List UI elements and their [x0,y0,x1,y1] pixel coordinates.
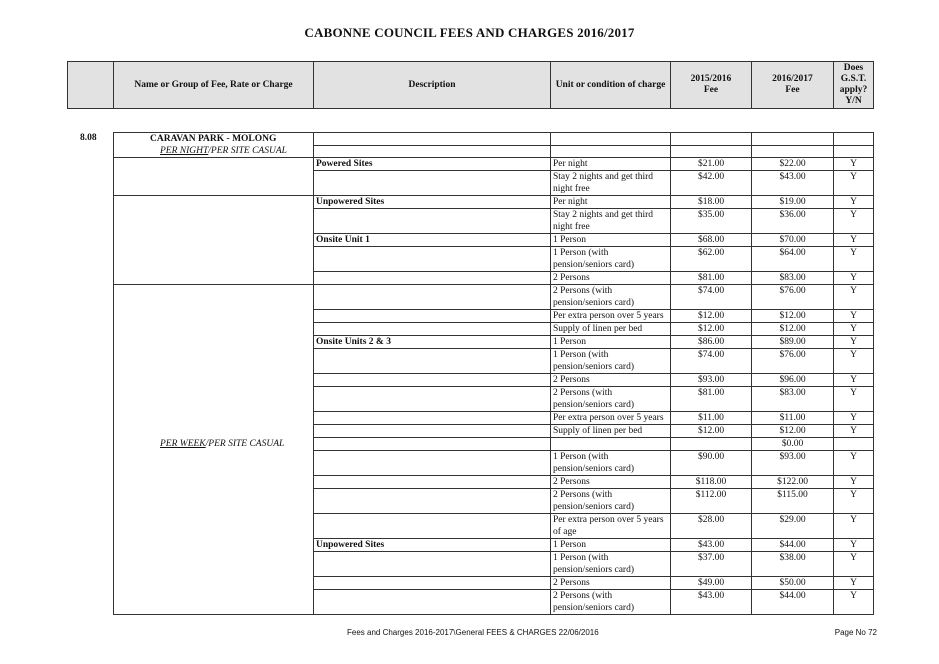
name-cell [114,539,314,552]
fee-2015-cell: $12.00 [671,310,752,323]
table-row [114,438,874,451]
gst-cell: Y [834,489,874,514]
gst-cell: Y [834,158,874,171]
fee-2015-cell: $93.00 [671,374,752,387]
gst-cell: Y [834,247,874,272]
empty-cell [752,133,834,146]
unit-cell: 2 Persons (with pension/seniors card) [551,590,671,615]
empty-cell [314,145,551,158]
unit-cell: Supply of linen per bed [551,323,671,336]
gst-cell: Y [834,310,874,323]
empty-cell [671,133,752,146]
fee-2016-cell: $12.00 [752,323,834,336]
fee-2016-cell: $0.00 [752,438,834,451]
fee-2015-cell: $86.00 [671,336,752,349]
name-cell [114,349,314,374]
name-cell [114,247,314,272]
unit-cell: 2 Persons [551,272,671,285]
fee-2015-cell: $28.00 [671,514,752,539]
name-cell [114,272,314,285]
description-cell: Onsite Unit 1 [314,234,551,247]
description-cell [314,552,551,577]
unit-cell: Per night [551,158,671,171]
fee-2015-cell: $49.00 [671,577,752,590]
header-gst-l3: apply? [839,85,868,95]
table-row [114,209,874,234]
name-cell [114,590,314,615]
fee-2016-cell: $36.00 [752,209,834,234]
gst-cell: Y [834,234,874,247]
table-row [114,539,874,552]
description-cell [314,310,551,323]
fee-2016-cell: $115.00 [752,489,834,514]
name-cell [114,158,314,171]
fee-2015-cell: $35.00 [671,209,752,234]
fee-2016-cell: $83.00 [752,387,834,412]
gst-cell: Y [834,196,874,209]
gst-cell: Y [834,412,874,425]
table-row [114,489,874,514]
section-name: CARAVAN PARK - MOLONG [114,133,314,146]
name-cell [114,412,314,425]
table-row [114,285,874,310]
unit-cell: 2 Persons (with pension/seniors card) [551,387,671,412]
table-row [114,171,874,196]
header-fee-2016 [752,62,834,109]
per-night-label [114,145,314,158]
table-row [114,272,874,285]
table-row [114,247,874,272]
name-cell [114,323,314,336]
fee-2015-cell: $68.00 [671,234,752,247]
fee-2015-cell: $74.00 [671,349,752,374]
name-cell [114,196,314,209]
fee-2016-cell: $44.00 [752,590,834,615]
fee-2015-cell [671,438,752,451]
fee-2016-cell: $50.00 [752,577,834,590]
description-cell [314,387,551,412]
table-row [114,196,874,209]
gst-cell: Y [834,374,874,387]
fee-2015-cell: $43.00 [671,590,752,615]
table-row [114,323,874,336]
fee-table [113,132,874,615]
name-cell [114,552,314,577]
header-name: Name or Group of Fee, Rate or Charge [114,62,314,109]
name-cell [114,171,314,196]
name-cell [114,209,314,234]
fee-2016-cell: $43.00 [752,171,834,196]
fee-2016-cell: $89.00 [752,336,834,349]
fee-2016-cell: $44.00 [752,539,834,552]
gst-cell: Y [834,577,874,590]
name-cell [114,310,314,323]
description-cell [314,209,551,234]
unit-cell: 1 Person [551,539,671,552]
fee-2015-cell: $21.00 [671,158,752,171]
gst-cell: Y [834,336,874,349]
fee-2016-cell: $122.00 [752,476,834,489]
header-fee-2016-year: 2016/2017 [772,74,813,84]
unit-cell: 2 Persons (with pension/seniors card) [551,285,671,310]
fee-2015-cell: $43.00 [671,539,752,552]
header-blank [68,62,114,109]
gst-cell: Y [834,323,874,336]
per-night-underlined: PER NIGHT [160,146,209,156]
table-row [114,158,874,171]
empty-cell [314,133,551,146]
per-night-row [114,145,874,158]
name-cell [114,374,314,387]
table-row [114,374,874,387]
header-unit: Unit or condition of charge [551,62,671,109]
header-gst-l1: Does [843,63,864,73]
fee-2015-cell: $12.00 [671,425,752,438]
per-week-underlined: PER WEEK [160,438,206,449]
name-cell [114,336,314,349]
empty-cell [671,145,752,158]
unit-cell: 1 Person (with pension/seniors card) [551,552,671,577]
table-row [114,234,874,247]
description-cell [314,438,551,451]
fee-2016-cell: $93.00 [752,451,834,476]
description-cell [314,285,551,310]
description-cell [314,577,551,590]
empty-cell [551,133,671,146]
gst-cell: Y [834,590,874,615]
description-cell [314,514,551,539]
unit-cell: Per night [551,196,671,209]
empty-cell [834,133,874,146]
name-cell [114,476,314,489]
unit-cell: 2 Persons [551,476,671,489]
gst-cell: Y [834,272,874,285]
table-row [114,425,874,438]
fee-2016-cell: $19.00 [752,196,834,209]
description-cell: Unpowered Sites [314,539,551,552]
fee-2015-cell: $112.00 [671,489,752,514]
unit-cell: 1 Person [551,336,671,349]
gst-cell: Y [834,349,874,374]
table-row [114,349,874,374]
footer-page-number: Page No 72 [834,628,877,637]
table-row [114,514,874,539]
name-cell [114,387,314,412]
description-cell [314,247,551,272]
fee-2016-cell: $29.00 [752,514,834,539]
fee-2016-cell: $22.00 [752,158,834,171]
table-row [114,387,874,412]
name-cell [114,577,314,590]
table-row [114,310,874,323]
unit-cell: 2 Persons (with pension/seniors card) [551,489,671,514]
gst-cell: Y [834,514,874,539]
table-row [114,590,874,615]
table-row [114,336,874,349]
gst-cell [834,438,874,451]
empty-cell [551,145,671,158]
header-gst-l4: Y/N [845,96,862,106]
fee-2015-cell: $37.00 [671,552,752,577]
column-header-table [67,61,874,109]
footer-path: Fees and Charges 2016-2017\General FEES & CHARGES 22/06/2016 [347,628,599,637]
fee-2015-cell: $74.00 [671,285,752,310]
gst-cell: Y [834,171,874,196]
description-cell [314,171,551,196]
fee-2015-cell: $42.00 [671,171,752,196]
header-gst-l2: G.S.T. [840,74,867,84]
section-title-row [114,133,874,146]
gst-cell: Y [834,285,874,310]
unit-cell: Per extra person over 5 years [551,310,671,323]
table-row [114,476,874,489]
fee-2016-cell: $12.00 [752,310,834,323]
table-row [114,412,874,425]
fee-2015-cell: $18.00 [671,196,752,209]
fee-2016-cell: $12.00 [752,425,834,438]
description-cell: Unpowered Sites [314,196,551,209]
unit-cell: 1 Person (with pension/seniors card) [551,349,671,374]
document-title: CABONNE COUNCIL FEES AND CHARGES 2016/2017 [304,25,635,40]
gst-cell: Y [834,552,874,577]
name-cell [114,234,314,247]
table-row [114,577,874,590]
description-cell [314,323,551,336]
unit-cell: Per extra person over 5 years [551,412,671,425]
section-number: 8.08 [80,133,97,143]
unit-cell: 2 Persons [551,577,671,590]
name-cell [114,425,314,438]
unit-cell: 1 Person (with pension/seniors card) [551,247,671,272]
empty-cell [834,145,874,158]
description-cell [314,412,551,425]
name-cell [114,285,314,310]
fee-2016-cell: $76.00 [752,349,834,374]
unit-cell: Supply of linen per bed [551,425,671,438]
per-night-rest: /PER SITE CASUAL [208,146,287,156]
name-cell [114,489,314,514]
description-cell [314,451,551,476]
header-description: Description [314,62,551,109]
description-cell [314,374,551,387]
gst-cell: Y [834,539,874,552]
empty-cell [752,145,834,158]
header-fee-2015-year: 2015/2016 [690,74,732,84]
fee-2016-cell: $64.00 [752,247,834,272]
table-row [114,451,874,476]
gst-cell: Y [834,451,874,476]
fee-2016-cell: $38.00 [752,552,834,577]
unit-cell: Stay 2 nights and get third night free [551,209,671,234]
description-cell [314,489,551,514]
fee-2015-cell: $81.00 [671,272,752,285]
name-cell [114,514,314,539]
fee-2016-cell: $76.00 [752,285,834,310]
fee-2015-cell: $90.00 [671,451,752,476]
fee-2015-cell: $62.00 [671,247,752,272]
description-cell: Powered Sites [314,158,551,171]
per-week-rest: /PER SITE CASUAL [205,438,285,449]
table-row [114,552,874,577]
description-cell [314,476,551,489]
description-cell: Onsite Units 2 & 3 [314,336,551,349]
gst-cell: Y [834,387,874,412]
fee-2015-cell: $12.00 [671,323,752,336]
unit-cell: 2 Persons [551,374,671,387]
unit-cell: Per extra person over 5 years of age [551,514,671,539]
fee-2015-cell: $118.00 [671,476,752,489]
gst-cell: Y [834,209,874,234]
fee-2016-cell: $96.00 [752,374,834,387]
fee-2016-cell: $70.00 [752,234,834,247]
unit-cell [551,438,671,451]
fee-2016-cell: $83.00 [752,272,834,285]
fee-2016-cell: $11.00 [752,412,834,425]
fee-2015-cell: $11.00 [671,412,752,425]
fee-2015-cell: $81.00 [671,387,752,412]
unit-cell: 1 Person [551,234,671,247]
header-gst [834,62,874,109]
name-cell [114,451,314,476]
gst-cell: Y [834,476,874,489]
header-fee-2015-label: Fee [703,85,719,95]
unit-cell: 1 Person (with pension/seniors card) [551,451,671,476]
header-fee-2015 [671,62,752,109]
description-cell [314,590,551,615]
name-cell [114,438,314,451]
header-fee-2016-label: Fee [785,85,800,95]
description-cell [314,349,551,374]
gst-cell: Y [834,425,874,438]
description-cell [314,272,551,285]
description-cell [314,425,551,438]
unit-cell: Stay 2 nights and get third night free [551,171,671,196]
